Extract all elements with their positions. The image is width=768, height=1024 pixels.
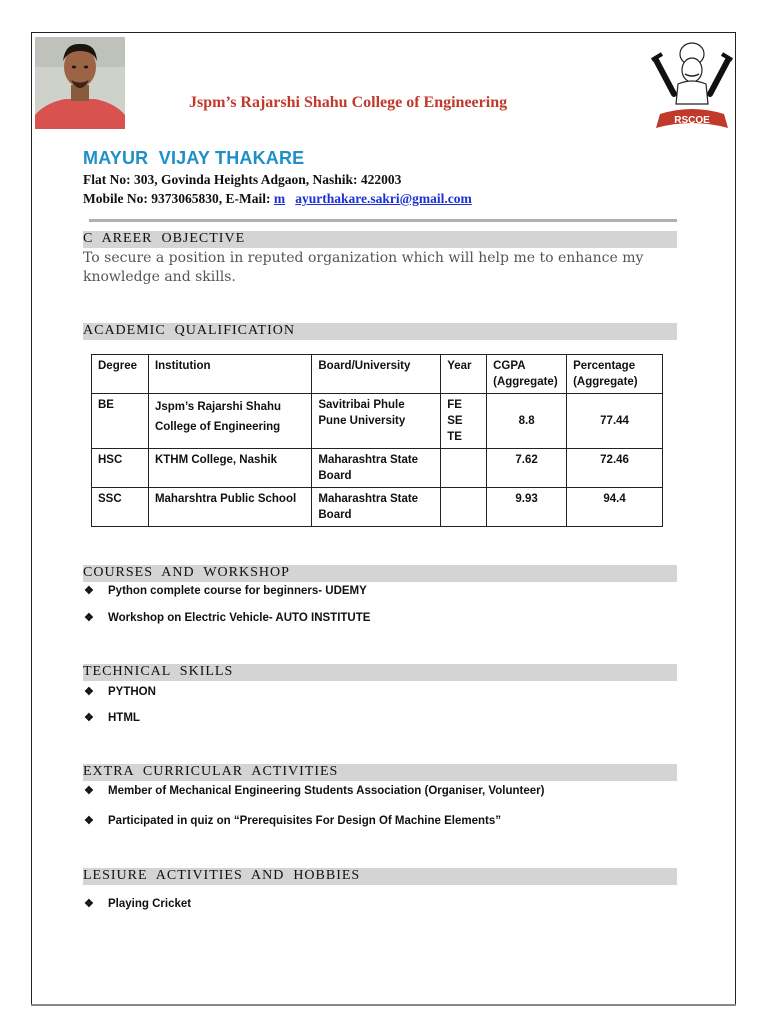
cell-board: Savitribai Phule Pune University [312, 394, 441, 449]
list-item [84, 711, 140, 724]
cell-institution: Jspm’s Rajarshi Shahu College of Engineering [148, 394, 311, 449]
cell-degree: SSC [92, 488, 149, 527]
section-title-academic: ACADEMIC QUALIFICATION [83, 323, 295, 338]
cell-percentage: 77.44 [567, 394, 663, 449]
section-title-skills: TECHNICAL SKILLS [83, 664, 234, 679]
cell-institution: Maharshtra Public School [148, 488, 311, 527]
list-item-text: Member of Mechanical Engineering Students Association (Organiser, Volunteer) [108, 785, 545, 797]
bullet-icon: ❖ [84, 898, 94, 910]
cell-institution: KTHM College, Nashik [148, 449, 311, 488]
col-header-year: Year [441, 355, 487, 394]
cell-cgpa: 9.93 [487, 488, 567, 527]
list-item [84, 897, 191, 910]
bullet-icon: ❖ [84, 612, 94, 624]
col-header-board: Board/University [312, 355, 441, 394]
list-item-text: Participated in quiz on “Prerequisites For Design Of Machine Elements” [108, 815, 501, 827]
year-item: SE [447, 415, 463, 427]
cell-degree: BE [92, 394, 149, 449]
list-item [84, 814, 501, 827]
cell-percentage: 94.4 [567, 488, 663, 527]
section-title-extra: EXTRA CURRICULAR ACTIVITIES [83, 764, 339, 779]
academic-table [91, 354, 663, 527]
bullet-icon: ❖ [84, 785, 94, 797]
table-row [92, 394, 663, 449]
section-title-hobbies: LESIURE ACTIVITIES AND HOBBIES [83, 868, 361, 883]
col-header-cgpa: CGPA (Aggregate) [487, 355, 567, 394]
list-item [84, 584, 367, 597]
objective-text: To secure a position in reputed organization which will help me to enhance my knowledge and skills. [83, 250, 644, 285]
cell-cgpa: 7.62 [487, 449, 567, 488]
bullet-icon: ❖ [84, 712, 94, 724]
college-name: Jspm’s Rajarshi Shahu College of Engineering [189, 94, 508, 111]
list-item-text: Playing Cricket [108, 898, 192, 910]
cell-board: Maharashtra State Board [312, 488, 441, 527]
list-item [84, 611, 370, 624]
cell-percentage: 72.46 [567, 449, 663, 488]
bullet-icon: ❖ [84, 585, 94, 597]
header-divider [89, 219, 677, 222]
cell-degree: HSC [92, 449, 149, 488]
cell-year [441, 449, 487, 488]
table-header-row [92, 355, 663, 394]
year-item: TE [447, 431, 462, 443]
table-row [92, 449, 663, 488]
page-bottom-border [31, 1004, 736, 1006]
list-item-text: PYTHON [108, 686, 156, 698]
cell-year [441, 394, 487, 449]
cell-cgpa: 8.8 [487, 394, 567, 449]
cell-year [441, 488, 487, 527]
email-link-part2[interactable]: ayurthakare.sakri@gmail.com [295, 191, 472, 206]
contact-prefix: Mobile No: 9373065830, E-Mail: [83, 191, 274, 206]
col-header-degree: Degree [92, 355, 149, 394]
bullet-icon: ❖ [84, 815, 94, 827]
profile-photo [35, 37, 125, 129]
logo-text: RSCOE [674, 115, 710, 126]
bullet-icon: ❖ [84, 686, 94, 698]
candidate-name: MAYUR VIJAY THAKARE [83, 148, 305, 168]
col-header-institution: Institution [148, 355, 311, 394]
college-logo [648, 34, 736, 132]
list-item [84, 685, 156, 698]
list-item [84, 784, 544, 797]
list-item-text: Workshop on Electric Vehicle- AUTO INSTITUTE [108, 612, 371, 624]
section-title-objective: C AREER OBJECTIVE [83, 231, 246, 246]
contact-line [83, 191, 472, 207]
list-item-text: Python complete course for beginners- UDEMY [108, 585, 367, 597]
section-title-courses: COURSES AND WORKSHOP [83, 565, 290, 580]
cell-board: Maharashtra State Board [312, 449, 441, 488]
table-row [92, 488, 663, 527]
address-line: Flat No: 303, Govinda Heights Adgaon, Nashik: 422003 [83, 172, 402, 187]
col-header-percentage: Percentage (Aggregate) [567, 355, 663, 394]
year-item: FE [447, 399, 462, 411]
list-item-text: HTML [108, 712, 140, 724]
email-link-part1[interactable]: m [273, 191, 286, 206]
